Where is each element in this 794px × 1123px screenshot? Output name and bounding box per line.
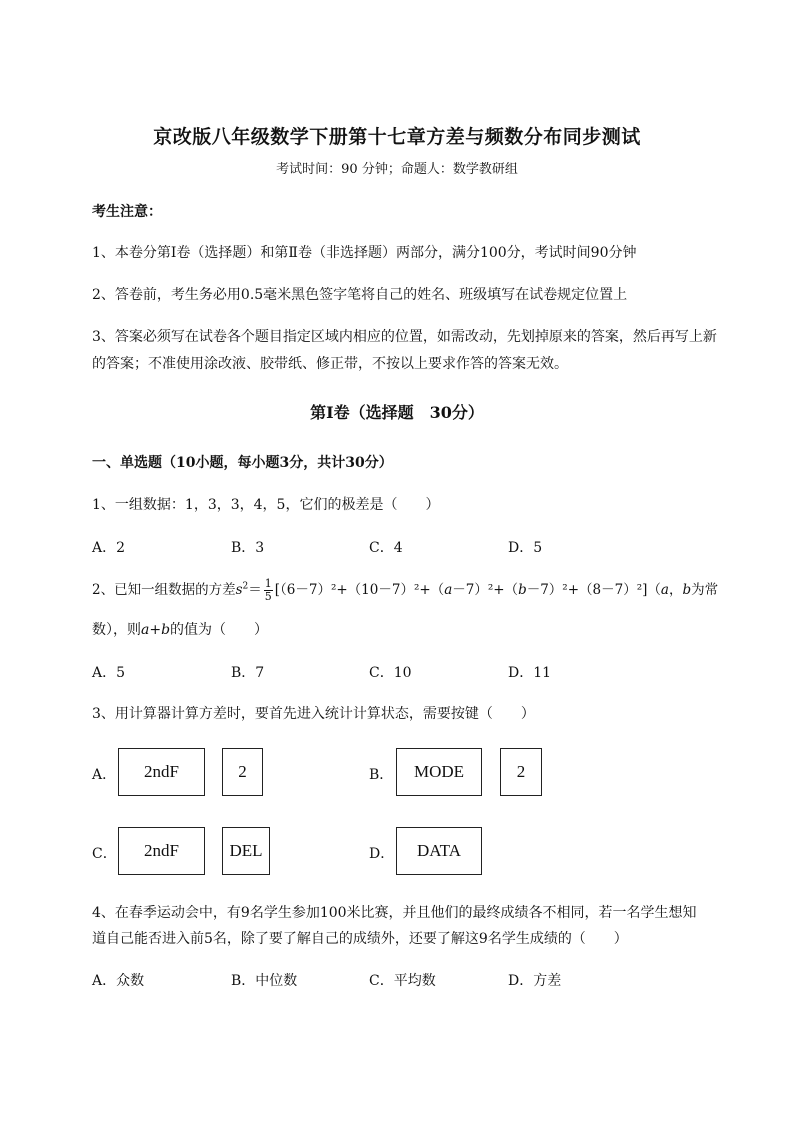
q2-option-b: B．7 <box>231 665 265 681</box>
q2-option-d: D．11 <box>508 665 552 681</box>
notice-item-1: 1、本卷分第Ⅰ卷（选择题）和第Ⅱ卷（非选择题）两部分，满分100分，考试时间90分钟 <box>92 245 637 261</box>
q2-body-3: －7）²+（8－7）²]（ <box>526 582 661 598</box>
q3-option-c-label: C． <box>92 846 117 862</box>
q2-var-b-2: b <box>682 582 692 598</box>
q2-option-c: C．10 <box>369 665 412 681</box>
page-title: 京改版八年级数学下册第十七章方差与频数分布同步测试 <box>153 126 641 148</box>
question-2-line-2 <box>92 619 268 639</box>
q1-option-a: A．2 <box>92 540 126 556</box>
q1-option-d: D．5 <box>508 540 543 556</box>
q3-b-key-mode: MODE <box>396 748 482 796</box>
group-heading: 一、单选题（10小题，每小题3分，共计30分） <box>92 455 393 471</box>
q2-option-a: A．5 <box>92 665 126 681</box>
q4-option-d: D．方差 <box>508 973 562 989</box>
q2-line2-pre: 数），则 <box>92 622 141 638</box>
q3-option-b-label: B． <box>369 767 394 783</box>
question-3-stem: 3、用计算器计算方差时，要首先进入统计计算状态，需要按键（ ） <box>92 706 535 722</box>
exam-info: 考试时间：90 分钟；命题人：数学教研组 <box>276 162 518 177</box>
q2-var-a: a <box>444 582 453 598</box>
q3-b-key-2: 2 <box>500 748 542 796</box>
q3-c-key-del: DEL <box>222 827 270 875</box>
q2-square: 2 <box>242 581 249 592</box>
q2-frac-denominator: 5 <box>264 590 272 603</box>
q2-var-a-2: a <box>660 582 669 598</box>
q1-option-c: C．4 <box>369 540 403 556</box>
q3-c-key-2ndf: 2ndF <box>118 827 205 875</box>
notice-item-3-cont: 的答案；不准使用涂改液、胶带纸、修正带，不按以上要求作答的答案无效。 <box>92 356 568 372</box>
q2-body-1: [（6－7）²+（10－7）²+（ <box>274 582 445 598</box>
section-title: 第Ⅰ卷（选择题 30分） <box>310 403 484 422</box>
question-4-line-1: 4、在春季运动会中，有9名学生参加100米比赛，并且他们的最终成绩各不相同，若一名学生想知 <box>92 905 697 921</box>
q2-equals: ＝ <box>248 582 262 598</box>
question-2-line-1 <box>92 578 718 603</box>
q4-option-c: C．平均数 <box>369 973 436 989</box>
notice-heading: 考生注意： <box>92 204 162 220</box>
q2-tail: 为常 <box>691 582 719 598</box>
q3-option-a-label: A． <box>92 767 117 783</box>
q3-d-key-data: DATA <box>396 827 482 875</box>
q4-option-b: B．中位数 <box>231 973 298 989</box>
notice-item-2: 2、答卷前，考生务必用0.5毫米黑色签字笔将自己的姓名、班级填写在试卷规定位置上 <box>92 287 628 303</box>
q2-var-b: b <box>518 582 527 598</box>
q1-option-b: B．3 <box>231 540 265 556</box>
q2-prefix: 2、已知一组数据的方差 <box>92 582 236 598</box>
q2-line2-post: 的值为（ ） <box>170 622 269 638</box>
q3-a-key-2: 2 <box>222 748 263 796</box>
q2-a-plus-b: a+b <box>141 622 171 638</box>
q2-variance-symbol: s <box>235 582 243 598</box>
q2-body-2: －7）²+（ <box>452 582 519 598</box>
q4-option-a: A．众数 <box>92 973 145 989</box>
q2-frac-numerator: 1 <box>264 577 272 590</box>
question-1-stem: 1、一组数据：1，3，3，4，5，它们的极差是（ ） <box>92 497 440 513</box>
q2-fraction <box>264 578 273 603</box>
q2-comma: ， <box>668 582 683 598</box>
q3-a-key-2ndf: 2ndF <box>118 748 205 796</box>
question-4-line-2: 道自己能否进入前5名，除了要了解自己的成绩外，还要了解这9名学生成绩的（ ） <box>92 931 628 947</box>
notice-item-3: 3、答案必须写在试卷各个题目指定区域内相应的位置，如需改动，先划掉原来的答案，然后再写上新 <box>92 329 717 345</box>
q3-option-d-label: D． <box>369 846 395 862</box>
